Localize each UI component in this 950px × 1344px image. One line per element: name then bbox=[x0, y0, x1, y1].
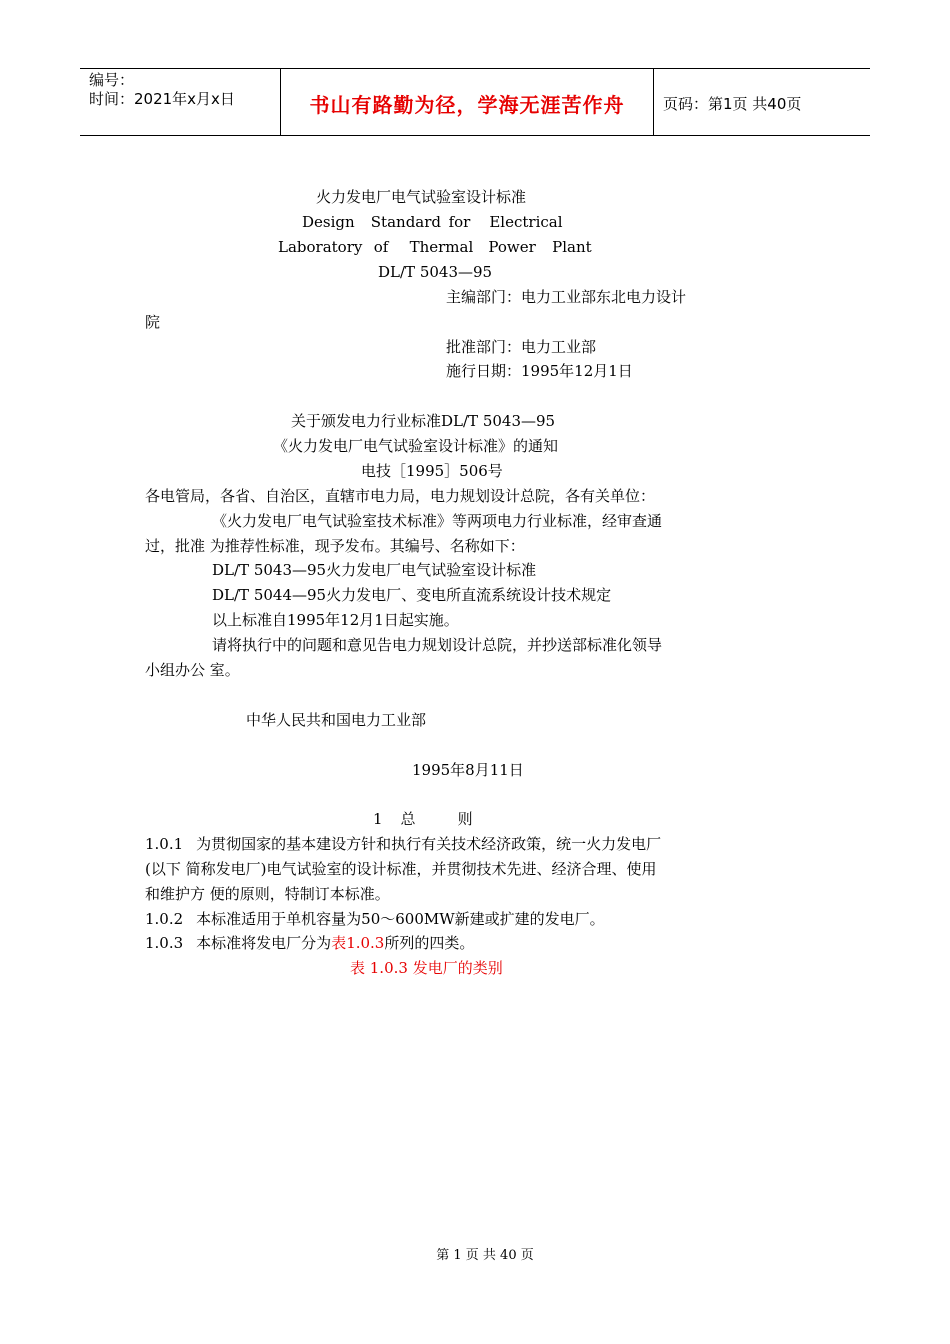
standard-code: DL/T 5043—95 bbox=[378, 263, 493, 281]
table-reference-link[interactable]: 表1.0.3 bbox=[331, 934, 385, 952]
notice-doc-number: 电技［1995］506号 bbox=[361, 462, 503, 480]
standard-title-en-line2 bbox=[278, 237, 592, 257]
chapter-heading bbox=[373, 809, 473, 829]
clause-text: 本标准将发电厂分为 bbox=[196, 934, 332, 952]
clause-text: 本标准适用于单机容量为50～600MW新建或扩建的发电厂。 bbox=[196, 910, 605, 928]
page-header bbox=[80, 68, 870, 136]
clause-number: 1.0.1 bbox=[145, 835, 184, 853]
clause-number: 1.0.3 bbox=[145, 934, 184, 952]
notice-standard-item: DL/T 5043—95火力发电厂电气试验室设计标准 bbox=[212, 561, 537, 579]
notice-issuer: 中华人民共和国电力工业部 bbox=[246, 711, 427, 729]
title-en-word: Design bbox=[302, 213, 355, 231]
clause-1-0-1 bbox=[145, 834, 661, 854]
table-caption: 表 1.0.3 发电厂的类别 bbox=[350, 959, 503, 977]
notice-paragraph: 以上标准自1995年12月1日起实施。 bbox=[212, 611, 459, 629]
title-en-word: for bbox=[448, 213, 471, 231]
standard-title-en-line1 bbox=[302, 212, 563, 232]
notice-paragraph: 过，批准 为推荐性标准，现予发布。其编号、名称如下： bbox=[145, 537, 525, 555]
clause-number: 1.0.2 bbox=[145, 910, 184, 928]
document-time-label: 时间：2021年x月x日 bbox=[89, 90, 235, 108]
approver-department: 批准部门：电力工业部 bbox=[446, 338, 597, 356]
page-footer: 第 1 页 共 40 页 bbox=[436, 1248, 534, 1263]
document-number-label: 编号： bbox=[89, 71, 135, 89]
clause-1-0-2 bbox=[145, 909, 605, 929]
standard-title-cn: 火力发电厂电气试验室设计标准 bbox=[316, 188, 527, 206]
clause-text: 和维护方 便的原则，特制订本标准。 bbox=[145, 885, 390, 903]
editor-department: 主编部门：电力工业部东北电力设计 bbox=[446, 288, 687, 306]
notice-title-line1: 关于颁发电力行业标准DL/T 5043—95 bbox=[291, 412, 556, 430]
header-page-info: 页码：第1页 共40页 bbox=[663, 94, 802, 113]
clause-1-0-3 bbox=[145, 933, 474, 953]
chapter-number: 1 bbox=[373, 810, 383, 828]
title-en-word: Electrical bbox=[489, 213, 563, 231]
notice-title-line2: 《火力发电厂电气试验室设计标准》的通知 bbox=[273, 437, 559, 455]
title-en-word: Power bbox=[488, 238, 536, 256]
header-meta bbox=[80, 69, 281, 135]
notice-standard-item: DL/T 5044—95火力发电厂、变电所直流系统设计技术规定 bbox=[212, 586, 612, 604]
chapter-title-part: 则 bbox=[457, 810, 473, 828]
header-motto: 书山有路勤为径，学海无涯苦作舟 bbox=[281, 69, 654, 135]
effective-date: 施行日期：1995年12月1日 bbox=[446, 362, 633, 380]
clause-text: 所列的四类。 bbox=[384, 934, 475, 952]
title-en-word: Plant bbox=[552, 238, 592, 256]
chapter-title-part: 总 bbox=[400, 810, 416, 828]
notice-paragraph: 《火力发电厂电气试验室技术标准》等两项电力行业标准，经审查通 bbox=[212, 512, 663, 530]
notice-issue-date: 1995年8月11日 bbox=[412, 761, 524, 779]
title-en-word: of bbox=[373, 238, 389, 256]
editor-department-cont: 院 bbox=[145, 313, 161, 331]
title-en-word: Laboratory bbox=[278, 238, 363, 256]
notice-addressees: 各电管局，各省、自治区，直辖市电力局，电力规划设计总院，各有关单位： bbox=[145, 487, 656, 505]
clause-text: (以下 简称发电厂)电气试验室的设计标准，并贯彻技术先进、经济合理、使用 bbox=[145, 860, 657, 878]
notice-paragraph: 小组办公 室。 bbox=[145, 661, 240, 679]
title-en-word: Thermal bbox=[409, 238, 474, 256]
title-en-word: Standard bbox=[370, 213, 442, 231]
notice-paragraph: 请将执行中的问题和意见告电力规划设计总院，并抄送部标准化领导 bbox=[212, 636, 663, 654]
clause-text: 为贯彻国家的基本建设方针和执行有关技术经济政策，统一火力发电厂 bbox=[196, 835, 662, 853]
